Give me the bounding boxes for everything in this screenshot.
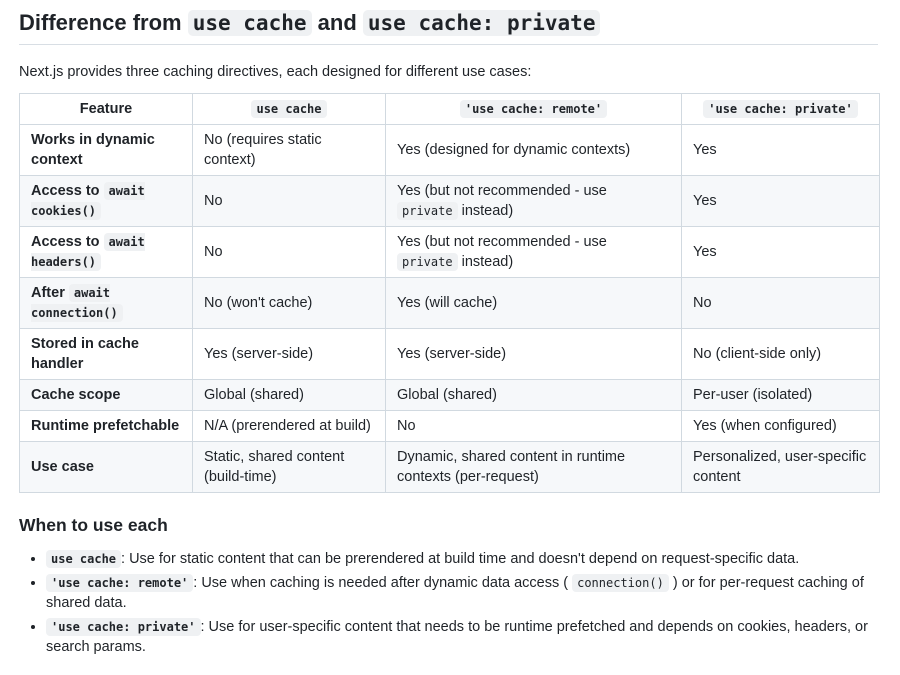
comparison-table: [19, 93, 880, 493]
use-cache-private-cell: Yes: [682, 125, 880, 176]
use-cache-cell: No: [193, 227, 386, 278]
feature-cell: Access to await headers(): [20, 227, 193, 278]
inline-code: await headers(): [31, 235, 145, 269]
feature-cell: Use case: [20, 442, 193, 493]
use-cache-private-cell: Yes: [682, 176, 880, 227]
use-cache-cell: No (won't cache): [193, 278, 386, 329]
table-row: [20, 329, 880, 380]
inline-code: private: [397, 202, 458, 220]
header-use-cache-private: 'use cache: private': [682, 94, 880, 125]
table-row: [20, 176, 880, 227]
table-row: [20, 278, 880, 329]
inline-code: private: [397, 253, 458, 271]
inline-code: connection(): [572, 574, 669, 592]
feature-cell: Works in dynamic context: [20, 125, 193, 176]
table-row: [20, 411, 880, 442]
inline-code: await connection(): [31, 284, 123, 322]
table-row: [20, 125, 880, 176]
feature-cell: Runtime prefetchable: [20, 411, 193, 442]
heading-prefix: Difference from: [19, 10, 182, 35]
table-row: [20, 227, 880, 278]
use-cache-private-cell: Per-user (isolated): [682, 380, 880, 411]
header-feature: Feature: [20, 94, 193, 125]
usage-list: [19, 549, 878, 657]
use-cache-private-cell: No (client-side only): [682, 329, 880, 380]
inline-code: 'use cache: remote': [46, 574, 193, 592]
header-use-cache: use cache: [193, 94, 386, 125]
section-heading: [19, 0, 878, 45]
feature-cell: After await connection(): [20, 278, 193, 329]
use-cache-remote-cell: Yes (server-side): [386, 329, 682, 380]
use-cache-remote-cell: Dynamic, shared content in runtime contexts (per-request): [386, 442, 682, 493]
use-cache-private-cell: Personalized, user-specific content: [682, 442, 880, 493]
heading-code-use-cache: use cache: [188, 10, 312, 36]
use-cache-remote-cell: Yes (but not recommended - use private instead): [386, 176, 682, 227]
inline-code: await cookies(): [31, 184, 145, 218]
use-cache-private-cell: Yes: [682, 227, 880, 278]
use-cache-cell: Static, shared content (build-time): [193, 442, 386, 493]
use-cache-cell: No: [193, 176, 386, 227]
use-cache-remote-cell: Yes (designed for dynamic contexts): [386, 125, 682, 176]
use-cache-remote-cell: Yes (will cache): [386, 278, 682, 329]
feature-cell: Cache scope: [20, 380, 193, 411]
use-cache-remote-cell: Global (shared): [386, 380, 682, 411]
table-row: [20, 380, 880, 411]
use-cache-cell: N/A (prerendered at build): [193, 411, 386, 442]
table-row: [20, 442, 880, 493]
list-item: • 'use cache: remote' : Use when caching is needed after dynamic data access ( connection() ) or for per-request caching of shared data.: [46, 573, 878, 613]
inline-code: 'use cache: private': [46, 618, 201, 636]
when-to-use-heading: When to use each: [19, 515, 168, 535]
intro-paragraph: Next.js provides three caching directives, each designed for different use cases:: [19, 64, 532, 80]
list-item: • use cache : Use for static content that can be prerendered at build time and doesn't depend on request-specific data.: [46, 549, 878, 569]
use-cache-private-cell: Yes (when configured): [682, 411, 880, 442]
feature-cell: Stored in cache handler: [20, 329, 193, 380]
use-cache-cell: Yes (server-side): [193, 329, 386, 380]
table-header-row: [20, 94, 880, 125]
use-cache-remote-cell: No: [386, 411, 682, 442]
list-item: • 'use cache: private' : Use for user-specific content that needs to be runtime prefetched and depends on cookies, headers, or search params.: [46, 617, 878, 657]
inline-code: use cache: [46, 550, 121, 568]
feature-cell: Access to await cookies(): [20, 176, 193, 227]
use-cache-remote-cell: Yes (but not recommended - use private instead): [386, 227, 682, 278]
heading-conjunction: and: [317, 10, 357, 35]
heading-code-use-cache-private: use cache: private: [363, 10, 601, 36]
use-cache-private-cell: No: [682, 278, 880, 329]
use-cache-cell: No (requires static context): [193, 125, 386, 176]
use-cache-cell: Global (shared): [193, 380, 386, 411]
header-use-cache-remote: 'use cache: remote': [386, 94, 682, 125]
